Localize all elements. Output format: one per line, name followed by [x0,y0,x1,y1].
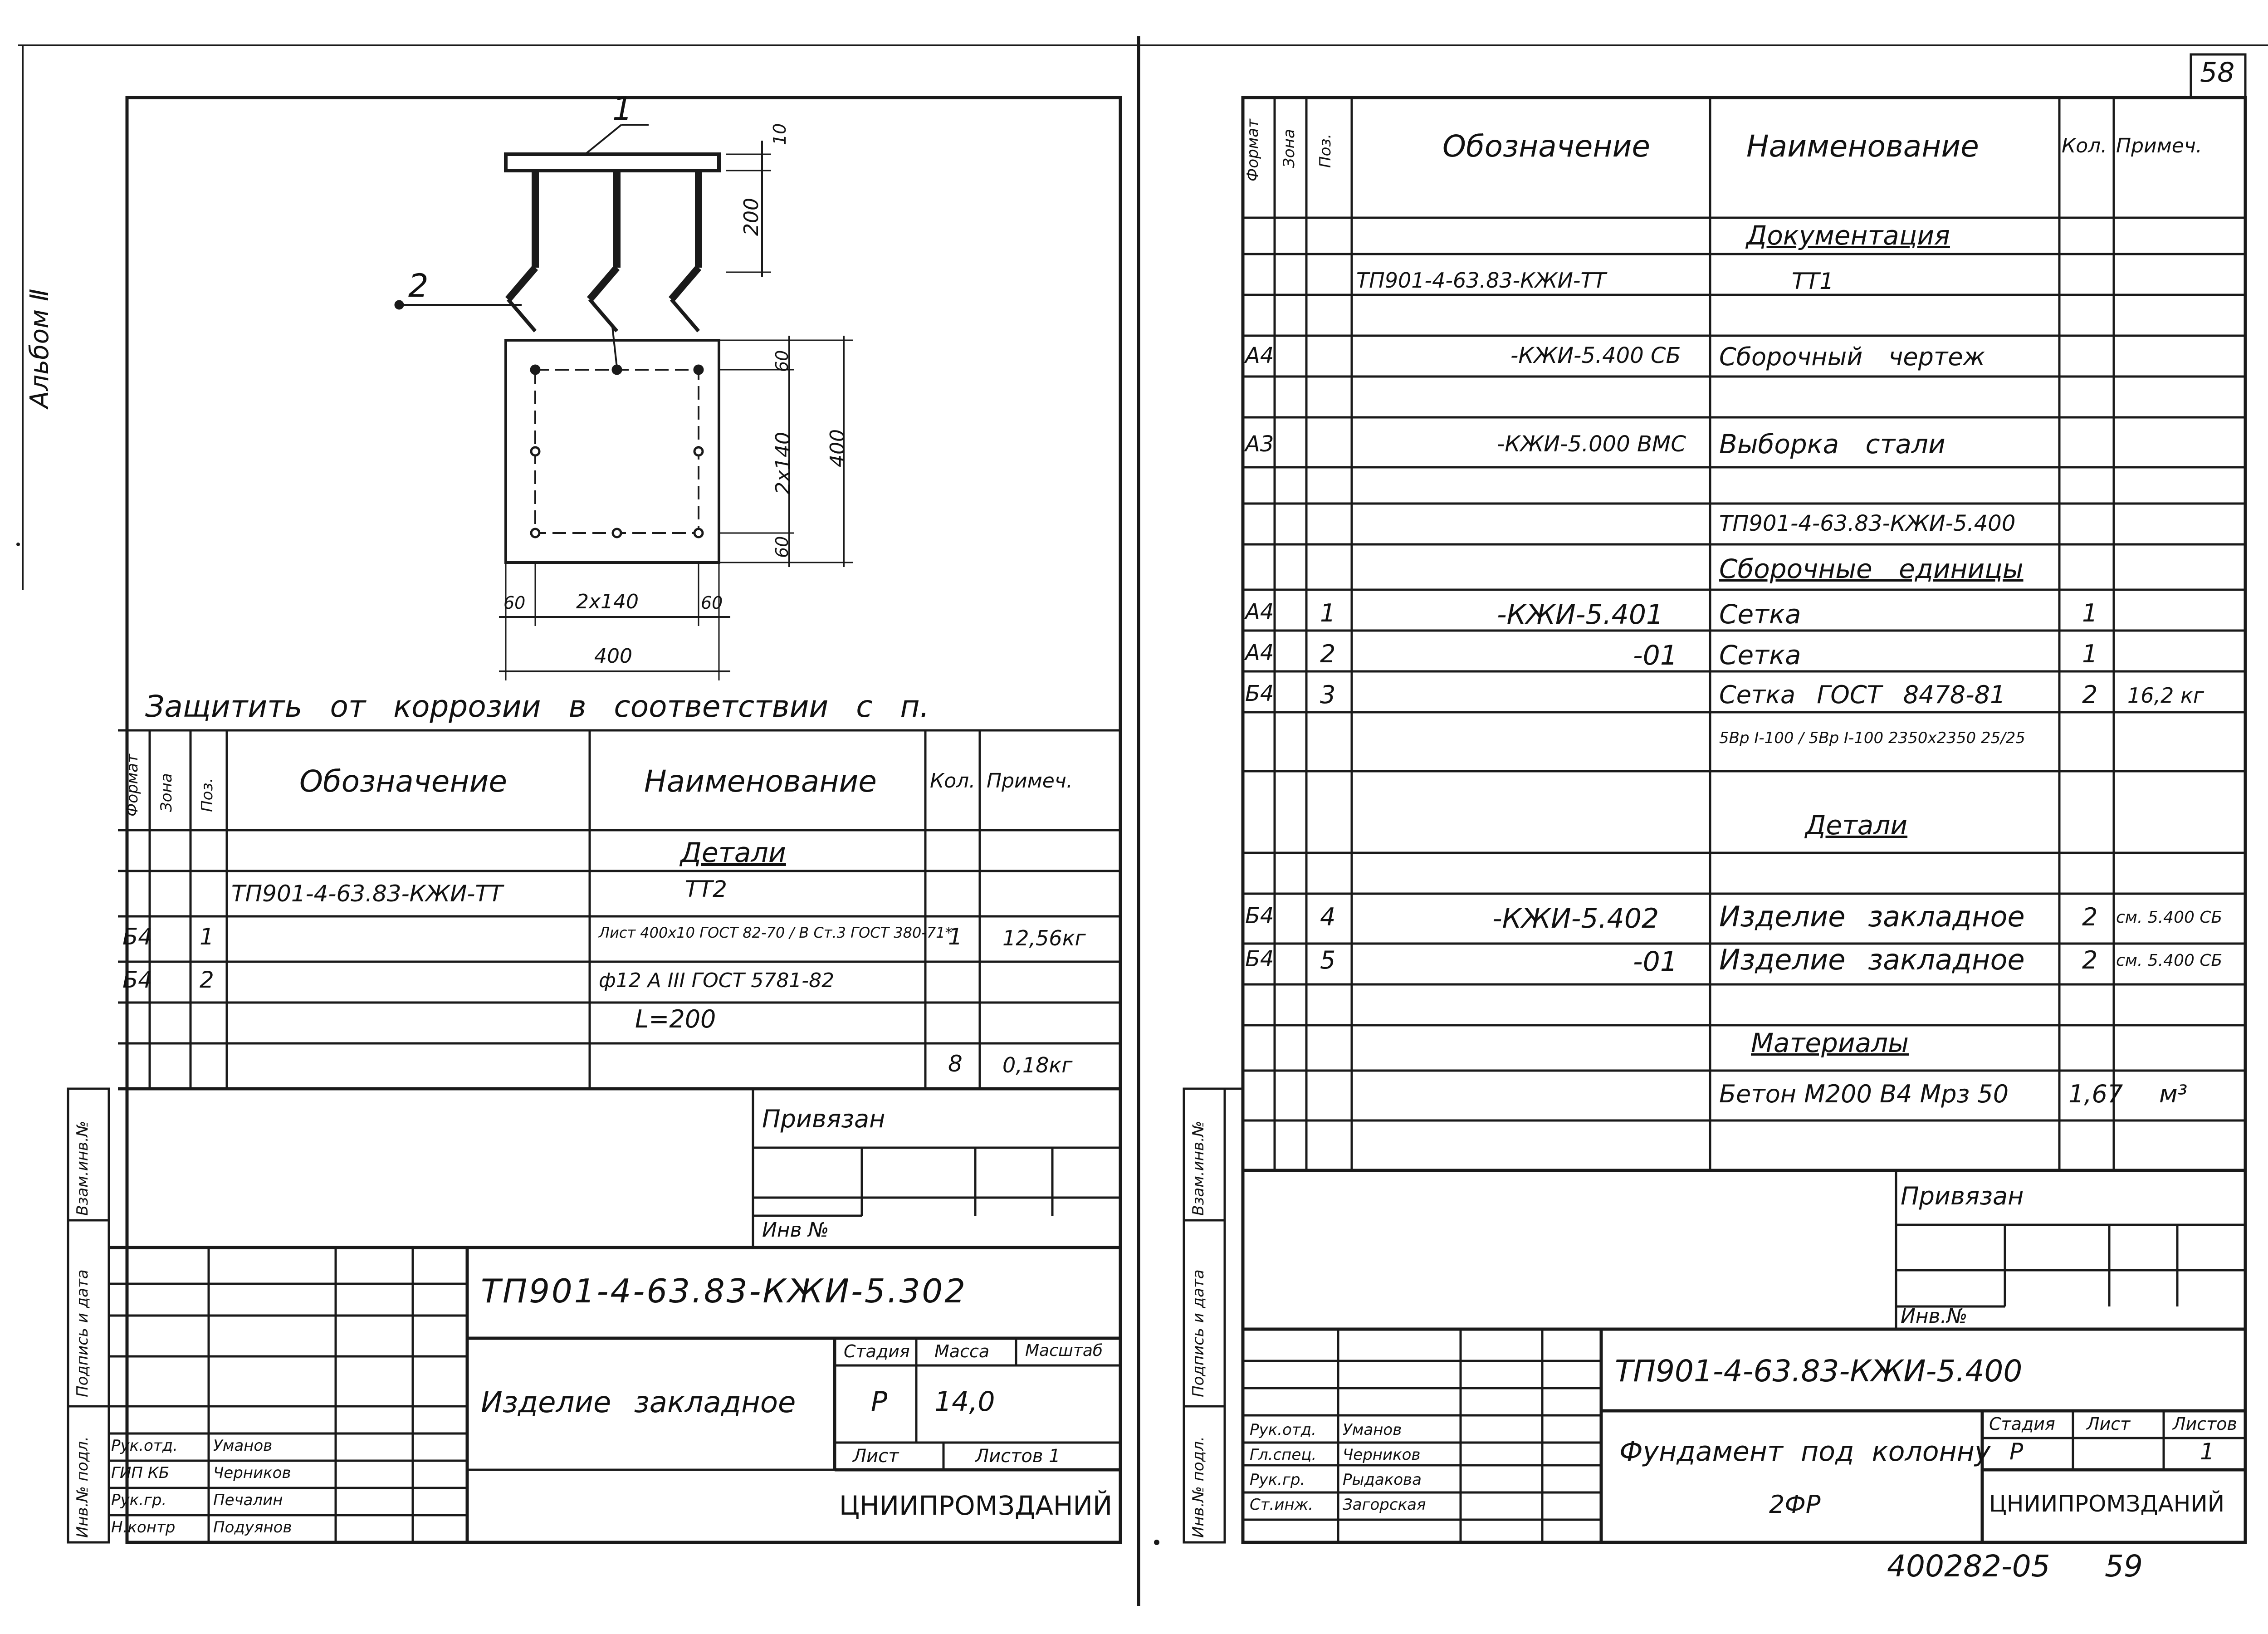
table-row-name: Сборочные единицы [1719,553,2024,584]
table-row-qty: 2 [2082,946,2098,974]
table-row-name: Сетка [1719,640,1801,670]
sheets-label: Листов 1 [975,1446,1061,1467]
mass-label: Масса [934,1341,990,1361]
signature-name: Рыдакова [1343,1471,1422,1489]
table-row-name: Материалы [1751,1027,1909,1058]
table-row-designation: ТП901-4-63.83-КЖИ-ТТ [231,881,503,907]
table-row-designation: -01 [1633,640,1677,671]
table-row-format: Б4 [1245,946,1274,972]
mass-value: 14,0 [934,1386,995,1418]
table-row-note: 16,2 кг [2127,683,2204,708]
signature-role: Гл.спец. [1250,1446,1317,1464]
table-row-format: Б4 [1245,681,1274,706]
table-row-name: L=200 [635,1005,716,1033]
signature-role: Рук.отд. [1250,1421,1316,1439]
table-row-format: Б4 [122,924,153,950]
col-pos: Поз. [198,778,216,812]
col-format: Формат [123,754,142,817]
side-stamp-sign: Подпись и дата [73,1269,92,1397]
dim-10: 10 [770,123,790,145]
table-row-pos: 5 [1320,946,1336,974]
side-stamp-replace: Взам.инв.№ [1189,1120,1207,1216]
table-row-name: Бетон М200 В4 Мрз 50 [1719,1080,2009,1108]
table-row-name: Детали [680,837,786,869]
inv-no-label: Инв.№ [1901,1305,1968,1328]
signature-name: Черников [1343,1446,1421,1464]
table-row-qty: 1,67 [2068,1080,2123,1108]
corrosion-note: Защитить от коррозии в соответствии с п. [145,689,929,724]
table-row-note: 12,56кг [1002,926,1086,950]
signature-name: Подуянов [213,1518,292,1536]
table-row-name: Документация [1746,220,1950,251]
signature-role: Ст.инж. [1250,1496,1314,1514]
table-row-name: ТП901-4-63.83-КЖИ-5.400 [1719,511,2016,536]
stage-value: Р [2009,1438,2024,1465]
dim-60-top: 60 [772,350,792,372]
signature-role: Н.контр [111,1518,176,1536]
document-code: ТП901-4-63.83-КЖИ-5.302 [481,1272,968,1310]
table-row-pos: 2 [1320,640,1336,668]
scale-label: Масштаб [1025,1341,1103,1360]
table-row-qty: 1 [948,924,963,950]
table-row-format: Б4 [122,967,153,993]
document-title-line-2: 2ФР [1769,1490,1821,1519]
col-qty: Кол. [2062,134,2107,157]
table-row-pos: 1 [1320,599,1336,627]
col-format: Формат [1244,119,1262,181]
signature-role: Рук.отд. [111,1437,178,1455]
organization-name: ЦНИИПРОМЗДАНИЙ [839,1490,1113,1521]
document-title: Изделие закладное [481,1386,796,1419]
table-row-pos: 3 [1320,680,1336,709]
table-row-format: А3 [1245,431,1274,457]
sheets-value: 1 [2200,1438,2214,1465]
page-number: 58 [2200,57,2235,88]
table-row-name: Сетка [1719,599,1801,630]
sheet-label: Лист [853,1446,899,1467]
dim-60-left: 60 [503,593,526,613]
table-row-name: Выборка стали [1719,429,1945,460]
col-designation: Обозначение [299,764,507,799]
table-row-name: Изделие закладное [1719,900,2025,933]
col-name: Наименование [1746,129,1979,164]
archive-number: 400282-05 [1887,1549,2050,1584]
side-stamp-replace: Взам.инв.№ [73,1120,92,1216]
dim-200: 200 [740,198,763,236]
table-row-note: м³ [2159,1080,2188,1108]
dim-400-vertical: 400 [826,429,849,467]
dim-400-horizontal: 400 [594,645,632,668]
table-row-designation: -01 [1633,946,1677,978]
table-row-name: ф12 А III ГОСТ 5781-82 [599,969,835,992]
organization-name: ЦНИИПРОМЗДАНИЙ [1989,1491,2225,1517]
side-stamp-inv: Инв.№ подл. [73,1436,92,1538]
table-row-note: см. 5.400 СБ [2116,951,2223,970]
table-row-designation: -КЖИ-5.400 СБ [1510,343,1681,368]
sheet-label: Лист [2087,1414,2131,1434]
side-stamp-sign: Подпись и дата [1189,1269,1207,1397]
col-qty: Кол. [930,769,976,793]
table-row-name: Детали [1805,810,1908,841]
table-row-qty: 2 [2082,903,2098,931]
signature-name: Уманов [213,1437,273,1455]
dim-60-right: 60 [701,593,723,613]
table-row-note: см. 5.400 СБ [2116,908,2223,927]
document-code: ТП901-4-63.83-КЖИ-5.400 [1615,1354,2023,1389]
table-row-name: Сетка ГОСТ 8478-81 [1719,680,2006,709]
signature-role: ГИП КБ [111,1464,170,1482]
table-row-qty: 8 [948,1051,963,1077]
col-zone: Зона [1280,129,1298,168]
table-row-pos: 4 [1320,903,1336,931]
table-row-designation: -КЖИ-5.000 ВМС [1497,431,1686,457]
inv-no-label: Инв № [762,1218,829,1242]
table-row-format: А4 [1245,343,1274,368]
table-row-format: Б4 [1245,903,1274,929]
stage-label: Стадия [1989,1414,2055,1434]
position-1-label: 1 [612,90,633,127]
table-row-qty: 1 [2082,599,2098,627]
col-name: Наименование [644,764,877,799]
table-row-note: 0,18кг [1002,1053,1073,1077]
signature-name: Черников [213,1464,291,1482]
stage-label: Стадия [844,1341,910,1361]
dim-2x140-horizontal: 2x140 [576,590,639,613]
table-row-format: А4 [1245,599,1274,625]
table-row-qty: 1 [2082,640,2098,668]
table-row-pos: 1 [200,924,214,950]
col-note: Примеч. [987,769,1073,793]
signature-role: Рук.гр. [1250,1471,1305,1489]
document-title-line-1: Фундамент под колонну [1619,1436,1991,1468]
privyazan-label: Привязан [1901,1182,2024,1210]
signature-name: Загорская [1343,1496,1426,1514]
table-row-designation: -КЖИ-5.401 [1497,599,1664,631]
dim-60-bottom: 60 [772,536,792,558]
position-2-label: 2 [408,267,429,304]
table-row-name: Лист 400x10 ГОСТ 82-70 / В Ст.3 ГОСТ 380-71* [599,924,953,941]
table-row-designation: -КЖИ-5.402 [1492,903,1659,934]
table-row-designation: ТП901-4-63.83-КЖИ-ТТ [1356,268,1606,293]
table-row-name: 5Вр I-100 / 5Вр I-100 2350x2350 25/25 [1719,729,2025,747]
col-pos: Поз. [1316,133,1334,168]
stage-value: Р [871,1386,888,1418]
table-row-name: ТТ2 [685,876,727,902]
table-row-pos: 2 [200,967,214,993]
dim-2x140-vertical: 2x140 [772,431,795,494]
signature-name: Печалин [213,1491,283,1509]
col-zone: Зона [157,773,176,812]
signature-name: Уманов [1343,1421,1402,1439]
col-note: Примеч. [2116,134,2202,157]
table-row-qty: 2 [2082,680,2098,709]
side-stamp-inv: Инв.№ подл. [1189,1436,1207,1538]
table-row-format: А4 [1245,640,1274,665]
table-row-name: ТТ1 [1792,268,1834,294]
album-side-label: Альбом Ⅱ [25,289,54,408]
col-designation: Обозначение [1442,129,1650,164]
privyazan-label: Привязан [762,1105,885,1133]
table-row-name: Сборочный чертеж [1719,342,1985,371]
signature-role: Рук.гр. [111,1491,167,1509]
table-row-name: Изделие закладное [1719,943,2025,976]
archive-page: 59 [2105,1549,2143,1584]
sheets-label: Листов [2173,1414,2237,1434]
